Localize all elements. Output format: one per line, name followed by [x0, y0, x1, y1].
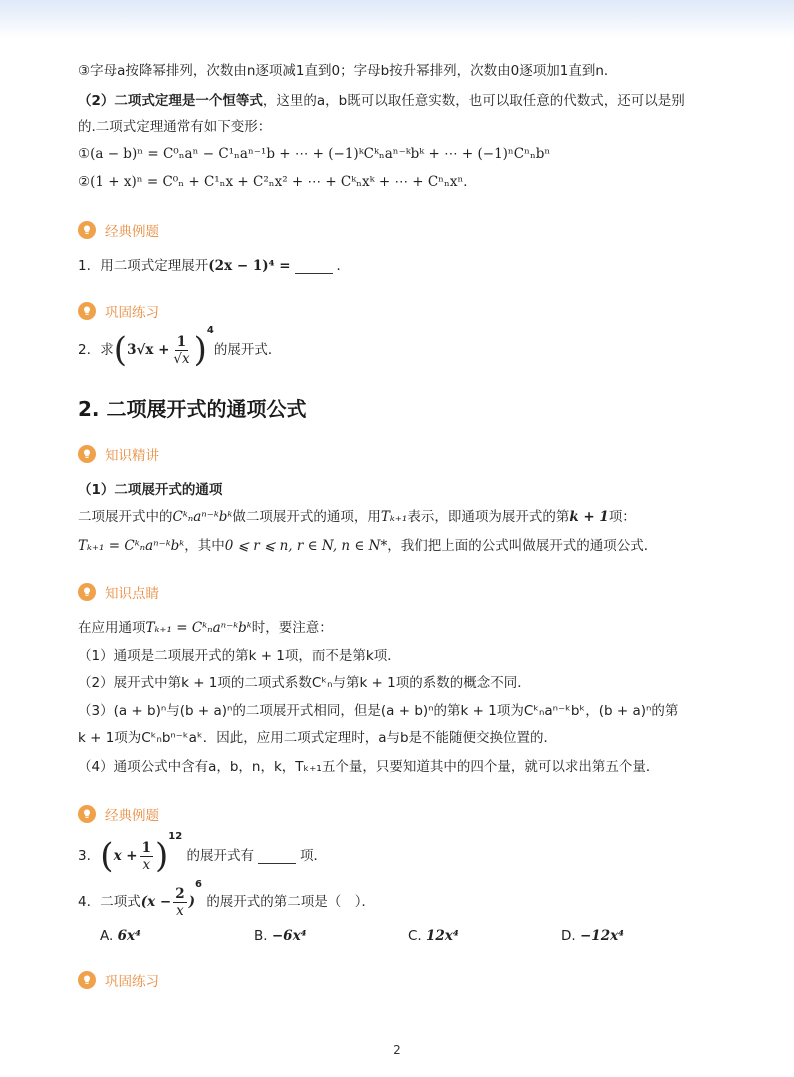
lightbulb-icon: [78, 302, 96, 320]
lightbulb-icon: [78, 445, 96, 463]
tips-intro: 在应用通项Tₖ₊₁ = Cᵏₙaⁿ⁻ᵏbᵏ时，要注意：: [78, 620, 333, 636]
page-number: 2: [393, 1043, 401, 1057]
variant-formula-2: ②(1 + x)ⁿ = C⁰ₙ + C¹ₙx + C²ₙx² + ⋯ + Cᵏₙxᵏ + ⋯ + Cⁿₙxⁿ．: [78, 174, 477, 190]
section-2-title: 2. 二项展开式的通项公式: [78, 397, 307, 421]
question-3: 3. (x + $\frac{1}{x}$ )$^{12}$ 的展开式有 项．: [78, 830, 328, 876]
tip-3-line1: （3）(a + b)ⁿ与(b + a)ⁿ的二项展开式相同，但是(a + b)ⁿ的第k + 1项为Cᵏₙaⁿ⁻ᵏbᵏ，(b + a)ⁿ的第: [78, 703, 679, 719]
label-practice-2: 巩固练习: [78, 970, 159, 990]
label-practice-1: 巩固练习: [78, 301, 159, 321]
tip-1: （1）通项是二项展开式的第k + 1项，而不是第k项．: [78, 648, 401, 664]
q2-fraction: $\frac{1}{√x}$: [173, 333, 190, 367]
option-d[interactable]: D. −12x⁴: [561, 928, 625, 944]
answer-blank[interactable]: [258, 849, 296, 864]
tip-4: （4）通项公式中含有a，b，n，k，Tₖ₊₁五个量，只要知道其中的四个量，就可以求出第五个量．: [78, 759, 660, 775]
point-2-text: ，这里的a，b既可以取任意实数，也可以取任意的代数式，还可以是别: [262, 93, 685, 109]
question-4: 4. 二项式(x − $\frac{2}{x}$ )$^6$ 的展开式的第二项是（ ）．: [78, 878, 376, 919]
lightbulb-icon: [78, 805, 96, 823]
label-examples-1: 经典例题: [78, 220, 159, 240]
point-2-heading: （2）二项式定理是一个恒等式: [78, 93, 263, 109]
general-term-heading: （1）二项展开式的通项: [78, 482, 223, 498]
variant-formula-1: ①(a − b)ⁿ = C⁰ₙaⁿ − C¹ₙaⁿ⁻¹b + ⋯ + (−1)ᵏCᵏₙaⁿ⁻ᵏbᵏ + ⋯ + (−1)ⁿCⁿₙbⁿ: [78, 146, 551, 162]
q4-fraction: $\frac{2}{x}$: [175, 885, 185, 919]
q3-fraction: $\frac{1}{x}$: [141, 839, 152, 873]
intro-item-3: ③字母a按降幂排列，次数由n逐项减1直到0；字母b按升幂排列，次数由0逐项加1直到n．: [78, 63, 618, 79]
label-examples-2: 经典例题: [78, 804, 159, 824]
tip-3-line2: k + 1项为Cᵏₙbⁿ⁻ᵏaᵏ．因此，应用二项式定理时，a与b是不能随便交换位置的．: [78, 730, 558, 746]
tip-2: （2）展开式中第k + 1项的二项式系数Cᵏₙ与第k + 1项的系数的概念不同．: [78, 675, 531, 691]
general-term-line2: Tₖ₊₁ = Cᵏₙaⁿ⁻ᵏbᵏ，其中0 ⩽ r ⩽ n, r ∈ N, n ∈ N*，我们把上面的公式叫做展开式的通项公式．: [78, 538, 658, 554]
header-band: [0, 0, 794, 38]
intro-point-2-line2: 的.二项式定理通常有如下变形：: [78, 119, 272, 135]
label-tips: 知识点睛: [78, 582, 159, 602]
answer-blank[interactable]: [295, 259, 333, 274]
general-term-line1: 二项展开式中的Cᵏₙaⁿ⁻ᵏbᵏ做二项展开式的通项，用Tₖ₊₁表示，即通项为展开式的第k + 1项：: [78, 509, 636, 525]
q1-expression: (2x − 1)⁴ =: [208, 258, 291, 274]
lightbulb-icon: [78, 583, 96, 601]
lightbulb-icon: [78, 971, 96, 989]
option-a[interactable]: A. 6x⁴: [100, 928, 141, 944]
option-c[interactable]: C. 12x⁴: [408, 928, 459, 944]
question-1: 1. 用二项式定理展开(2x − 1)⁴ = ．: [78, 258, 351, 274]
lightbulb-icon: [78, 221, 96, 239]
option-b[interactable]: B. −6x⁴: [254, 928, 307, 944]
label-knowledge: 知识精讲: [78, 444, 159, 464]
intro-point-2: [78, 90, 685, 112]
question-2: 2. 求(3√x + $\frac{1}{√x}$ )$^4$的展开式．: [78, 324, 282, 370]
